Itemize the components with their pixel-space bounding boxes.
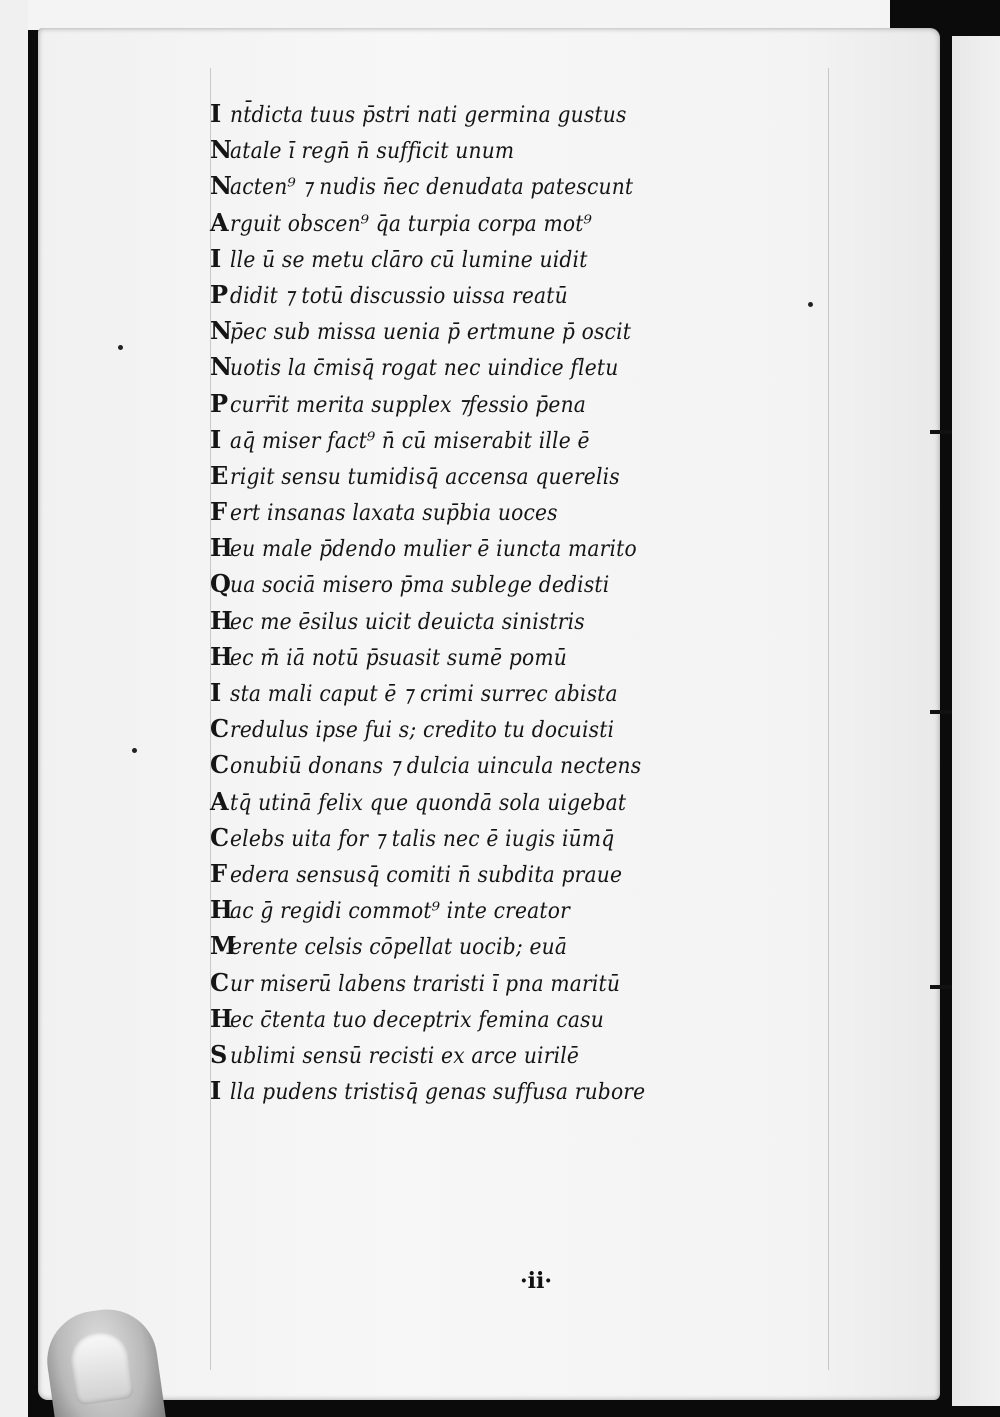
verse-line bbox=[210, 965, 810, 1001]
verse-initial: A bbox=[210, 207, 229, 237]
verse-text: edera sensusq̄ comiti n̄ subdita praue bbox=[230, 862, 623, 888]
verse-line bbox=[210, 639, 810, 675]
verse-text: nt̄dicta tuus p̄stri nati germina gustus bbox=[230, 103, 627, 128]
verse-line bbox=[210, 241, 810, 277]
verse-line bbox=[210, 603, 810, 639]
verse-initial: H bbox=[210, 641, 233, 671]
verse-text: atale ī regn̄ n̄ sufficit unum bbox=[230, 139, 515, 165]
verse-initial: C bbox=[210, 750, 230, 780]
verse-line bbox=[210, 784, 810, 820]
verse-line bbox=[210, 892, 810, 928]
verse-line bbox=[210, 458, 810, 494]
margin-mark bbox=[808, 302, 813, 307]
verse-text: rguit obscen⁹ q̄a turpia corpa mot⁹ bbox=[230, 211, 592, 237]
binding-thread bbox=[930, 710, 952, 714]
verse-initial: H bbox=[210, 895, 233, 925]
verse-initial: N bbox=[210, 171, 232, 201]
verse-block bbox=[210, 96, 810, 1109]
verse-initial: S bbox=[210, 1039, 228, 1069]
verse-initial: H bbox=[210, 605, 233, 635]
verse-text: ur miserū labens traristi ī pna maritū bbox=[230, 971, 621, 997]
verse-text: curr̄it merita supplex ⁊fessio p̄ena bbox=[230, 392, 587, 418]
verse-line bbox=[210, 132, 810, 168]
verse-initial: E bbox=[210, 460, 229, 490]
verse-initial: N bbox=[210, 316, 232, 346]
verse-line bbox=[210, 494, 810, 530]
verse-line bbox=[210, 313, 810, 349]
verse-text: redulus ipse fui s; credito tu docuisti bbox=[230, 718, 615, 744]
verse-initial: H bbox=[210, 533, 233, 563]
verse-text: acten⁹ ⁊ nudis n̄ec denudata patescunt bbox=[230, 175, 634, 201]
verse-line bbox=[210, 856, 810, 892]
verse-line bbox=[210, 96, 810, 132]
verse-line bbox=[210, 566, 810, 602]
binding-thread bbox=[930, 430, 952, 434]
verse-line bbox=[210, 711, 810, 747]
verse-initial: N bbox=[210, 352, 232, 382]
verse-text: erente celsis cōpellat uocib; euā bbox=[230, 935, 568, 961]
verse-initial: Q bbox=[210, 569, 231, 599]
verse-line bbox=[210, 349, 810, 385]
verse-line bbox=[210, 1073, 810, 1109]
verse-text: tq̄ utinā felix que quondā sola uigebat bbox=[230, 790, 627, 816]
verse-initial: P bbox=[210, 279, 229, 309]
verse-line bbox=[210, 277, 810, 313]
verse-initial: F bbox=[210, 858, 228, 888]
binding-thread bbox=[930, 985, 952, 989]
facing-page-edge bbox=[952, 36, 1000, 1406]
verse-line bbox=[210, 928, 810, 964]
verse-text: ua sociā misero p̄ma sublege dedisti bbox=[230, 573, 610, 599]
verse-text: elebs uita for ⁊ talis nec ē iugis iūmq̄ bbox=[230, 826, 615, 852]
verse-initial: C bbox=[210, 714, 230, 744]
verse-text: eu male p̄dendo mulier ē iuncta marito bbox=[230, 537, 637, 563]
verse-initial: I bbox=[210, 678, 222, 707]
verse-line bbox=[210, 1037, 810, 1073]
verse-line bbox=[210, 168, 810, 204]
verse-initial: M bbox=[210, 931, 237, 961]
verse-line bbox=[210, 530, 810, 566]
verse-initial: H bbox=[210, 1003, 233, 1033]
verse-text: didit ⁊ totū discussio uissa reatū bbox=[230, 283, 568, 309]
verse-text: ublimi sensū recisti ex arce uirilē bbox=[230, 1043, 580, 1069]
verse-initial: C bbox=[210, 822, 230, 852]
verse-text: ec m̄ iā notū p̄suasit sumē pomū bbox=[230, 645, 567, 671]
verse-line bbox=[210, 675, 810, 711]
verse-text: lle ū se metu clāro cū lumine uidit bbox=[230, 247, 588, 273]
verse-text: onubiū donans ⁊ dulcia uincula nectens bbox=[230, 754, 642, 780]
verse-text: rigit sensu tumidisq̄ accensa querelis bbox=[230, 464, 620, 490]
verse-text: lla pudens tristisq̄ genas suffusa rubore bbox=[230, 1080, 646, 1106]
verse-initial: P bbox=[210, 388, 229, 418]
verse-line bbox=[210, 386, 810, 422]
verse-text: p̄ec sub missa uenia p̄ ertmune p̄ oscit bbox=[230, 320, 632, 346]
verse-initial: I bbox=[210, 424, 222, 454]
verse-line bbox=[210, 820, 810, 856]
verse-text: aq̄ miser fact⁹ n̄ cū miserabit ille ē bbox=[230, 428, 590, 454]
verse-initial: I bbox=[210, 1076, 222, 1106]
verse-text: sta mali caput ē ⁊ crimi surrec abista bbox=[230, 682, 618, 707]
verse-initial: N bbox=[210, 135, 232, 165]
verse-initial: I bbox=[210, 99, 222, 128]
verse-text: ec me ēsilus uicit deuicta sinistris bbox=[230, 609, 585, 635]
folio-number: ·ii· bbox=[520, 1268, 553, 1294]
verse-initial: I bbox=[210, 243, 222, 273]
verse-initial: C bbox=[210, 967, 230, 997]
verse-text: ec c̄tenta tuo deceptrix femina casu bbox=[230, 1007, 604, 1033]
verse-line bbox=[210, 205, 810, 241]
verse-text: uotis la c̄misq̄ rogat nec uindice fletu bbox=[230, 356, 619, 382]
margin-dot bbox=[132, 748, 137, 753]
scan-left-margin bbox=[0, 0, 28, 1417]
verse-text: ert insanas laxata sup̄bia uoces bbox=[230, 501, 558, 527]
verse-initial: A bbox=[210, 786, 229, 816]
scan-top-margin bbox=[0, 0, 890, 30]
verse-line bbox=[210, 1001, 810, 1037]
margin-dot bbox=[118, 345, 123, 350]
verse-line bbox=[210, 747, 810, 783]
ruling-line-right bbox=[828, 68, 829, 1370]
verse-line bbox=[210, 422, 810, 458]
verse-text: ac ḡ regidi commot⁹ inte creator bbox=[230, 899, 570, 925]
verse-initial: F bbox=[210, 497, 228, 527]
